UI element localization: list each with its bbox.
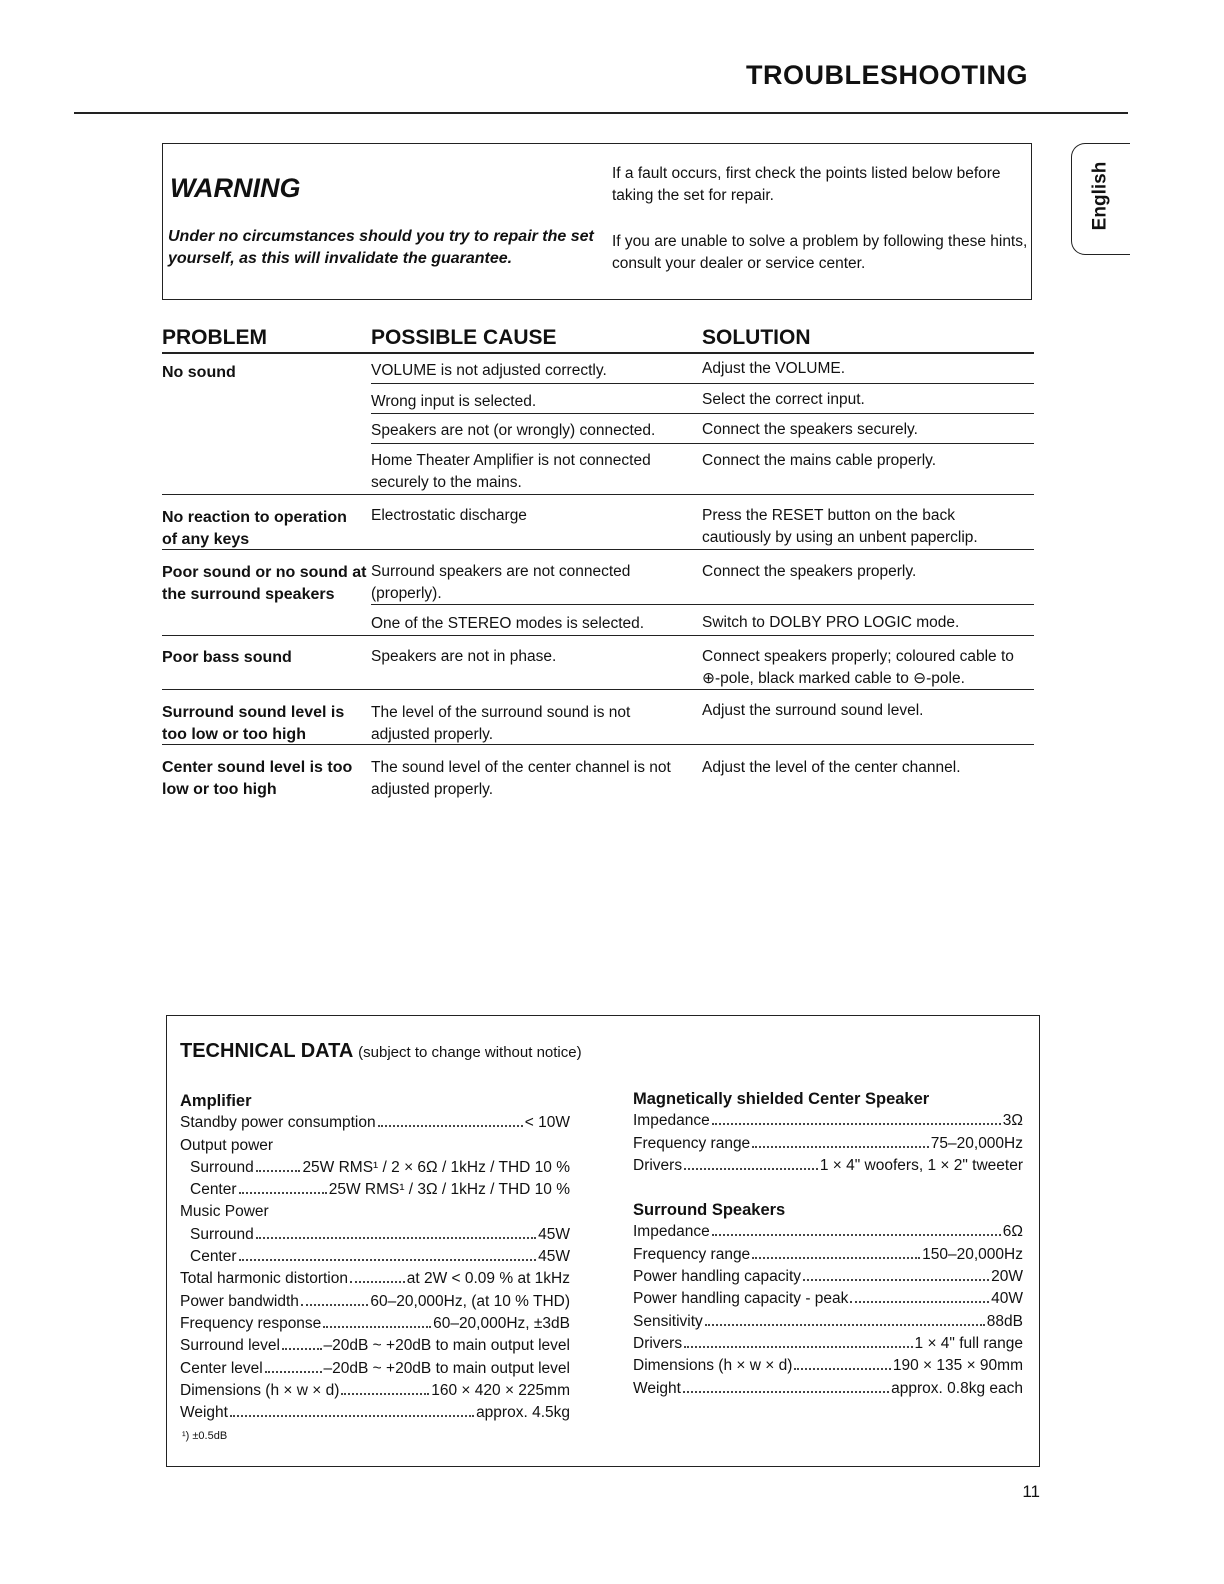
spec-line: Weight approx. 0.8kg each: [633, 1379, 1023, 1397]
spec-line: Impedance 6Ω: [633, 1223, 1023, 1241]
row-rule: [162, 635, 1034, 636]
spec-line: Power handling capacity - peak 40W: [633, 1290, 1023, 1308]
spec-line: Power bandwidth 60–20,000Hz, (at 10 % THD): [180, 1292, 570, 1310]
header-rule: [74, 112, 1128, 114]
spec-line: Total harmonic distortion at 2W < 0.09 % at 1kHz: [180, 1270, 570, 1288]
page-title: TROUBLESHOOTING: [746, 60, 1028, 90]
cause-cell: The sound level of the center channel is not adjusted properly.: [371, 759, 671, 798]
amplifier-heading: Amplifier: [180, 1092, 252, 1110]
header-rule-line: [162, 352, 1034, 354]
solution-cell: Connect the mains cable properly.: [702, 452, 937, 469]
solution-cell: Switch to DOLBY PRO LOGIC mode.: [702, 614, 960, 631]
row-rule: [371, 443, 1034, 444]
speaker-specs: [633, 1088, 1023, 1400]
hint-dealer: If you are unable to solve a problem by following these hints, consult your dealer or service center.: [612, 233, 1028, 272]
spec-line: Center 45W: [190, 1248, 570, 1266]
spec-line: Sensitivity 88dB: [633, 1312, 1023, 1330]
spec-line: Center level –20dB ~ +20dB to main output level: [180, 1359, 570, 1377]
cause-cell: Electrostatic discharge: [371, 507, 527, 524]
solution-cell: Connect the speakers securely.: [702, 421, 918, 438]
spec-line: Frequency response 60–20,000Hz, ±3dB: [180, 1314, 570, 1332]
spec-label: Music Power: [180, 1203, 269, 1221]
solution-cell: Press the RESET button on the back cautiously by using an unbent paperclip.: [702, 507, 978, 546]
spec-line: Weight approx. 4.5kg: [180, 1404, 570, 1422]
solution-cell: Connect speakers properly; coloured cable to ⊕-pole, black marked cable to ⊖-pole.: [702, 648, 1014, 687]
cause-cell: Surround speakers are not connected (properly).: [371, 563, 631, 602]
problem-cell: Poor sound or no sound at the surround speakers: [162, 564, 367, 603]
header-cause: POSSIBLE CAUSE: [371, 326, 557, 349]
problem-cell: Center sound level is too low or too high: [162, 759, 353, 798]
technical-data-title: TECHNICAL DATA (subject to change without notice): [180, 1040, 582, 1062]
header-problem: PROBLEM: [162, 326, 267, 349]
problem-cell: Poor bass sound: [162, 649, 292, 666]
cause-cell: Speakers are not (or wrongly) connected.: [371, 422, 656, 439]
spec-line: Drivers 1 × 4" full range: [633, 1334, 1023, 1352]
footnote: ¹) ±0.5dB: [182, 1430, 228, 1442]
hint-check: If a fault occurs, first check the points listed below before taking the set for repair.: [612, 165, 1001, 204]
spec-line: Impedance 3Ω: [633, 1112, 1023, 1130]
cause-cell: One of the STEREO modes is selected.: [371, 615, 645, 632]
row-rule: [371, 413, 1034, 414]
cause-cell: Wrong input is selected.: [371, 393, 537, 410]
spec-line: Surround level –20dB ~ +20dB to main output level: [180, 1337, 570, 1355]
solution-cell: Select the correct input.: [702, 391, 865, 408]
surround-speakers-heading: Surround Speakers: [633, 1201, 786, 1220]
cause-cell: VOLUME is not adjusted correctly.: [371, 362, 607, 379]
spec-line: Surround 25W RMS¹ / 2 × 6Ω / 1kHz / THD 10 %: [190, 1158, 570, 1176]
row-rule: [162, 549, 1034, 550]
spec-line: Power handling capacity 20W: [633, 1268, 1023, 1286]
cause-cell: The level of the surround sound is not adjusted properly.: [371, 704, 631, 743]
page-number: 11: [1022, 1482, 1040, 1501]
solution-cell: Adjust the level of the center channel.: [702, 759, 961, 776]
header-solution: SOLUTION: [702, 326, 811, 349]
solution-cell: Connect the speakers properly.: [702, 563, 917, 580]
problem-cell: No sound: [162, 364, 236, 381]
row-rule: [162, 494, 1034, 495]
spec-line: Frequency range 150–20,000Hz: [633, 1245, 1023, 1263]
spec-line: Surround 45W: [190, 1225, 570, 1243]
cause-cell: Home Theater Amplifier is not connected securely to the mains.: [371, 452, 651, 491]
row-rule: [162, 744, 1034, 745]
row-rule: [371, 604, 1034, 605]
spec-line: Center 25W RMS¹ / 3Ω / 1kHz / THD 10 %: [190, 1181, 570, 1199]
spec-label: Output power: [180, 1136, 274, 1154]
solution-cell: Adjust the VOLUME.: [702, 360, 846, 377]
spec-line: Drivers 1 × 4" woofers, 1 × 2" tweeter: [633, 1156, 1023, 1174]
spec-line: Dimensions (h × w × d) 160 × 420 × 225mm: [180, 1381, 570, 1399]
center-speaker-heading: Magnetically shielded Center Speaker: [633, 1090, 930, 1108]
spec-line: Dimensions (h × w × d) 190 × 135 × 90mm: [633, 1357, 1023, 1375]
language-tab-label: English: [1089, 161, 1110, 231]
warning-text: Under no circumstances should you try to repair the set yourself, as this will invalidate the guarantee.: [168, 228, 594, 267]
problem-cell: No reaction to operation of any keys: [162, 509, 347, 548]
warning-title: WARNING: [170, 173, 301, 203]
cause-cell: Speakers are not in phase.: [371, 648, 557, 665]
solution-cell: Adjust the surround sound level.: [702, 702, 924, 719]
spec-line: Frequency range 75–20,000Hz: [633, 1134, 1023, 1152]
spec-line: Standby power consumption < 10W: [180, 1114, 570, 1132]
problem-cell: Surround sound level is too low or too high: [162, 704, 345, 743]
amplifier-specs: [180, 1090, 570, 1424]
row-rule: [162, 689, 1034, 690]
row-rule: [371, 383, 1034, 384]
